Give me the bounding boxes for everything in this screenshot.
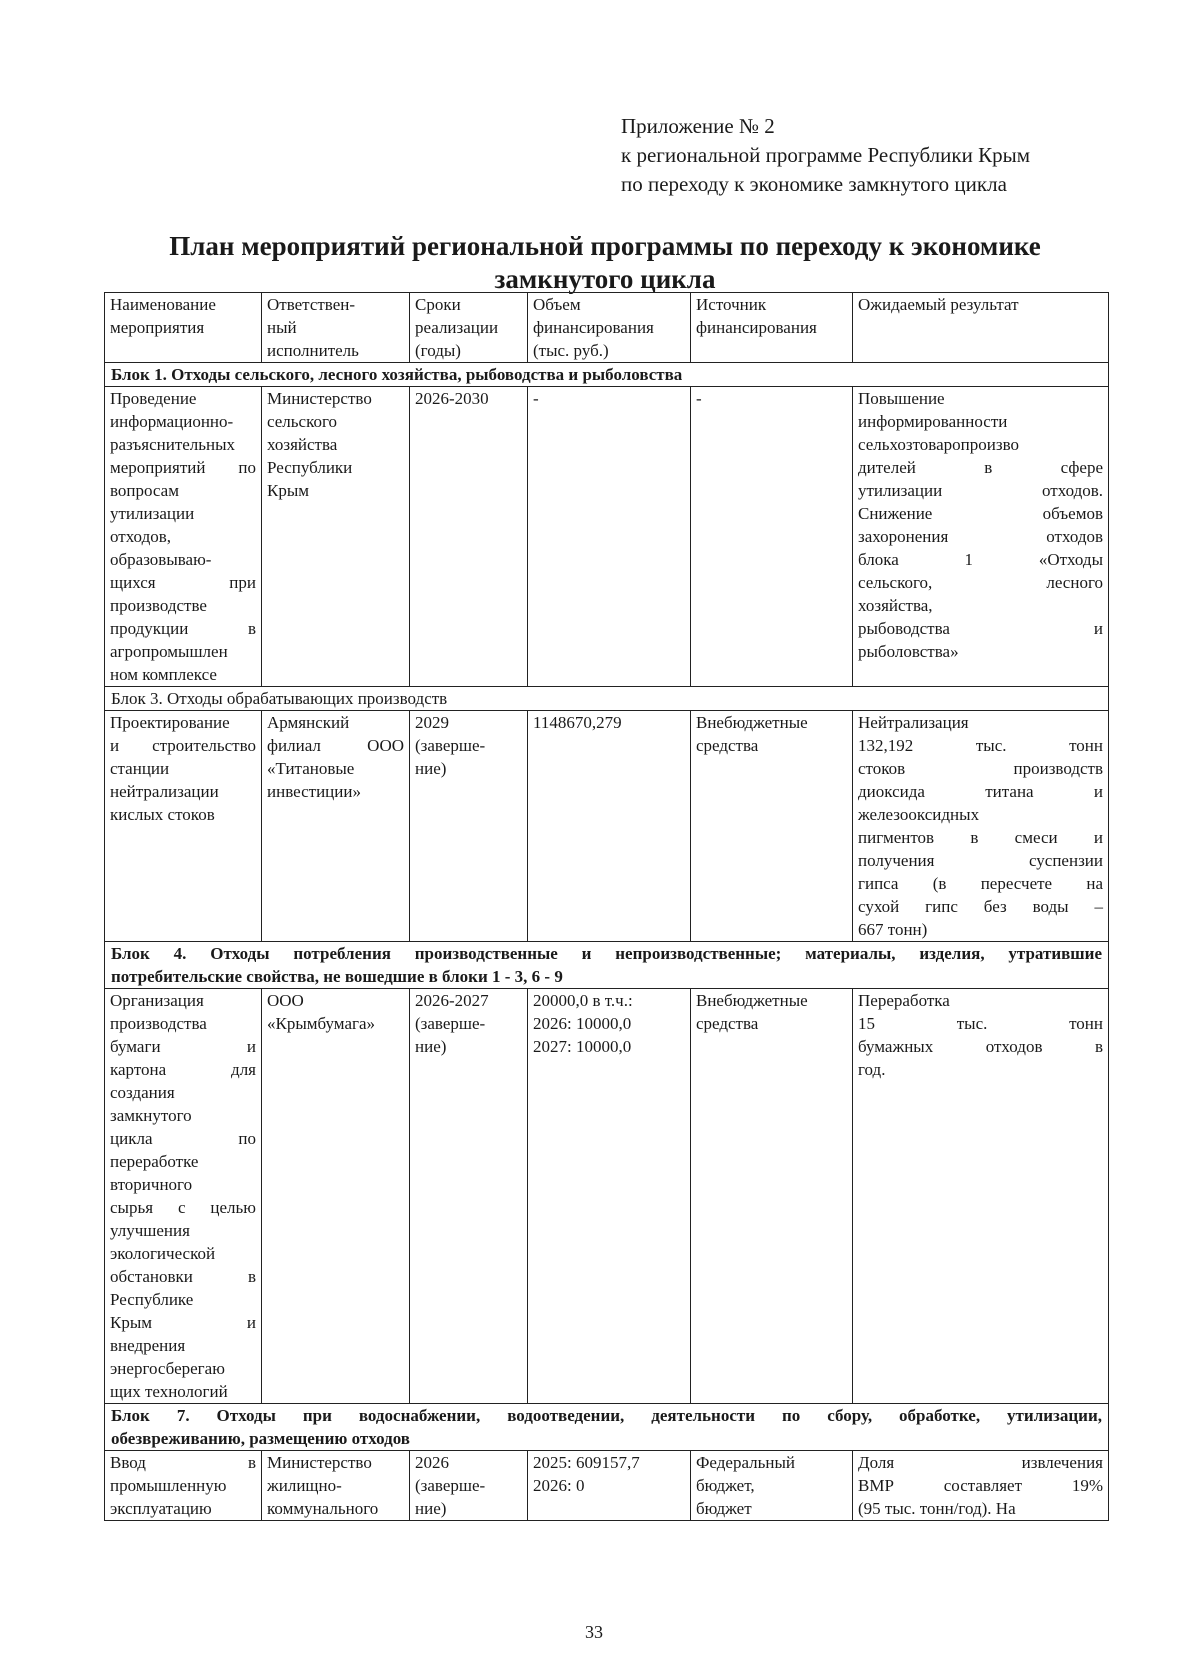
cell-line: Повышение [858,389,945,408]
cell-line: 2026-2030 [415,389,489,408]
cell-line: (заверше- [415,1014,486,1033]
cell-line: 20000,0 в т.ч.: [533,991,633,1010]
cell-line: рыболовства» [858,642,959,661]
cell-line: захоронения отходов [858,527,1103,546]
cell-line: Министерство [267,1453,372,1472]
block-3-title: Блок 3. Отходы обрабатывающих производств [105,687,1109,711]
cell-line: Объем [533,295,581,314]
cell-line: мероприятия [110,318,205,337]
cell-line: Внебюджетные [696,991,808,1010]
cell-line: «Титановые [267,759,355,778]
terms-cell [410,711,528,942]
volume-cell [528,1451,691,1521]
cell-line: бюджет, [696,1476,755,1495]
cell-line: 15 тыс. тонн [858,1014,1103,1033]
appendix-line-1: Приложение № 2 [621,114,775,138]
block-7-title [105,1404,1109,1451]
cell-line: образовываю- [110,550,212,569]
source-cell [691,989,853,1404]
result-cell [853,1451,1109,1521]
cell-line: информационно- [110,412,234,431]
cell-line: Снижение объемов [858,504,1103,523]
cell-line: Крым и [110,1313,256,1332]
cell-line: Ответствен- [267,295,356,314]
cell-line: Нейтрализация [858,713,969,732]
appendix-line-3: по переходу к экономике замкнутого цикла [621,172,1007,196]
responsible-cell [262,1451,410,1521]
cell-line: бюджет [696,1499,752,1518]
cell-line: сельхозтоваропроизво [858,435,1019,454]
cell-line: ние) [415,1037,447,1056]
cell-line: отходов, [110,527,171,546]
cell-line: Ожидаемый результат [858,295,1019,314]
cell-line: мероприятий по [110,458,256,477]
cell-line: Сроки [415,295,461,314]
cell-line: (95 тыс. тонн/год). На [858,1499,1016,1518]
header-responsible-cell [262,293,410,363]
page-title [105,230,1105,296]
terms-cell [410,989,528,1404]
cell-line: сельского [267,412,338,431]
cell-line: 2026: 10000,0 [533,1014,632,1033]
result-cell [853,711,1109,942]
cell-line: реализации [415,318,499,337]
cell-line: железооксидных [858,805,980,824]
table-row [105,711,1109,942]
cell-line: бумаги и [110,1037,256,1056]
cell-line: внедрения [110,1336,186,1355]
cell-line: бумажных отходов в [858,1037,1103,1056]
cell-line: утилизации [110,504,195,523]
cell-line: сырья с целью [110,1198,256,1217]
cell-line: хозяйства, [858,596,933,615]
cell-line: Федеральный [696,1453,795,1472]
block-4-title-line-1: Блок 4. Отходы потребления производственные и непроизводственные; материалы, изделия, утратившие [111,944,1102,963]
cell-line: промышленную [110,1476,227,1495]
cell-line: инвестиции» [267,782,361,801]
cell-line: разъяснительных [110,435,236,454]
cell-line: получения суспензии [858,851,1103,870]
cell-line: Источник [696,295,767,314]
table-header-row [105,293,1109,363]
terms-cell [410,387,528,687]
cell-line: информированности [858,412,1008,431]
cell-line: картона для [110,1060,256,1079]
cell-line: хозяйства [267,435,338,454]
measure-name-cell [105,989,262,1404]
source-cell [691,1451,853,1521]
cell-line: ном комплексе [110,665,217,684]
cell-line: Переработка [858,991,950,1010]
cell-line: 2029 [415,713,449,732]
cell-line: агропромышлен [110,642,228,661]
cell-line: утилизации отходов. [858,481,1103,500]
cell-line: 2026-2027 [415,991,489,1010]
cell-line: ный [267,318,297,337]
cell-line: и строительство [110,736,256,755]
cell-line: ние) [415,1499,447,1518]
block-7-title-line-1: Блок 7. Отходы при водоснабжении, водоотведении, деятельности по сбору, обработке, утилизации, [111,1406,1102,1425]
cell-line: год. [858,1060,886,1079]
cell-line: исполнитель [267,341,359,360]
volume-cell [528,989,691,1404]
cell-line: нейтрализации [110,782,219,801]
result-cell [853,387,1109,687]
cell-line: Министерство [267,389,372,408]
cell-line: вопросам [110,481,179,500]
cell-line: сухой гипс без воды – [858,897,1103,916]
cell-line: средства [696,1014,759,1033]
cell-line: Проведение [110,389,197,408]
appendix-line-2: к региональной программе Республики Крым [621,143,1030,167]
cell-line: вторичного [110,1175,193,1194]
block-1-title-row [105,363,1109,387]
cell-line: «Крымбумага» [267,1014,376,1033]
cell-line: щихся при [110,573,256,592]
cell-line: ВМР составляет 19% [858,1476,1103,1495]
source-cell [691,387,853,687]
cell-line: финансирования [696,318,817,337]
cell-line: филиал ООО [267,736,404,755]
cell-line: сельского, лесного [858,573,1103,592]
cell-line: создания [110,1083,175,1102]
block-1-title: Блок 1. Отходы сельского, лесного хозяйства, рыбоводства и рыболовства [105,363,1109,387]
cell-line: производства [110,1014,207,1033]
cell-line: диоксида титана и [858,782,1103,801]
header-volume-cell [528,293,691,363]
cell-line: энергосберегаю [110,1359,225,1378]
volume-cell [528,387,691,687]
cell-line: производстве [110,596,207,615]
responsible-cell [262,387,410,687]
measure-name-cell [105,1451,262,1521]
cell-line: эксплуатацию [110,1499,212,1518]
cell-line: дителей в сфере [858,458,1103,477]
result-cell [853,989,1109,1404]
cell-line: экологической [110,1244,216,1263]
responsible-cell [262,989,410,1404]
cell-line: средства [696,736,759,755]
page-title-line-2: замкнутого цикла [494,264,716,294]
measure-name-cell [105,711,262,942]
responsible-cell [262,711,410,942]
cell-line: Проектирование [110,713,230,732]
volume-cell [528,711,691,942]
cell-line: (заверше- [415,736,486,755]
cell-line: Ввод в [110,1453,256,1472]
cell-line: - [696,389,702,408]
cell-line: 2027: 10000,0 [533,1037,632,1056]
cell-line: щих технологий [110,1382,228,1401]
block-7-title-line-2: обезвреживанию, размещению отходов [111,1429,410,1448]
block-4-title-row [105,942,1109,989]
block-4-title [105,942,1109,989]
terms-cell [410,1451,528,1521]
cell-line: гипса (в пересчете на [858,874,1103,893]
cell-line: 667 тонн) [858,920,928,939]
table-row [105,989,1109,1404]
cell-line: 2025: 609157,7 [533,1453,640,1472]
cell-line: стоков производств [858,759,1103,778]
header-source-cell [691,293,853,363]
cell-line: Республике [110,1290,194,1309]
block-4-title-line-2: потребительские свойства, не вошедшие в блоки 1 - 3, 6 - 9 [111,967,563,986]
header-name-cell [105,293,262,363]
cell-line: Организация [110,991,204,1010]
cell-line: блока 1 «Отходы [858,550,1103,569]
cell-line: Республики [267,458,353,477]
header-result-cell [853,293,1109,363]
cell-line: (заверше- [415,1476,486,1495]
block-7-title-row [105,1404,1109,1451]
cell-line: рыбоводства и [858,619,1103,638]
page-title-line-1: План мероприятий региональной программы по переходу к экономике [169,231,1041,261]
cell-line: Доля извлечения [858,1453,1103,1472]
cell-line: 2026 [415,1453,449,1472]
page-number: 33 [585,1622,603,1642]
table-row [105,1451,1109,1521]
header-terms-cell [410,293,528,363]
plan-table [104,292,1109,1521]
cell-line: жилищно- [267,1476,342,1495]
block-3-title-row [105,687,1109,711]
cell-line: станции [110,759,170,778]
cell-line: замкнутого [110,1106,192,1125]
appendix-header [621,112,1030,199]
cell-line: обстановки в [110,1267,256,1286]
cell-line: Внебюджетные [696,713,808,732]
cell-line: переработке [110,1152,199,1171]
cell-line: Крым [267,481,310,500]
measure-name-cell [105,387,262,687]
cell-line: 1148670,279 [533,713,622,732]
cell-line: ООО [267,991,304,1010]
cell-line: Наименование [110,295,216,314]
cell-line: 2026: 0 [533,1476,585,1495]
table-row [105,387,1109,687]
cell-line: продукции в [110,619,256,638]
cell-line: улучшения [110,1221,190,1240]
cell-line: Армянский [267,713,350,732]
cell-line: - [533,389,539,408]
cell-line: 132,192 тыс. тонн [858,736,1103,755]
cell-line: кислых стоков [110,805,215,824]
source-cell [691,711,853,942]
cell-line: финансирования [533,318,654,337]
cell-line: пигментов в смеси и [858,828,1103,847]
cell-line: ние) [415,759,447,778]
cell-line: цикла по [110,1129,256,1148]
cell-line: (годы) [415,341,461,360]
cell-line: коммунального [267,1499,379,1518]
cell-line: (тыс. руб.) [533,341,609,360]
